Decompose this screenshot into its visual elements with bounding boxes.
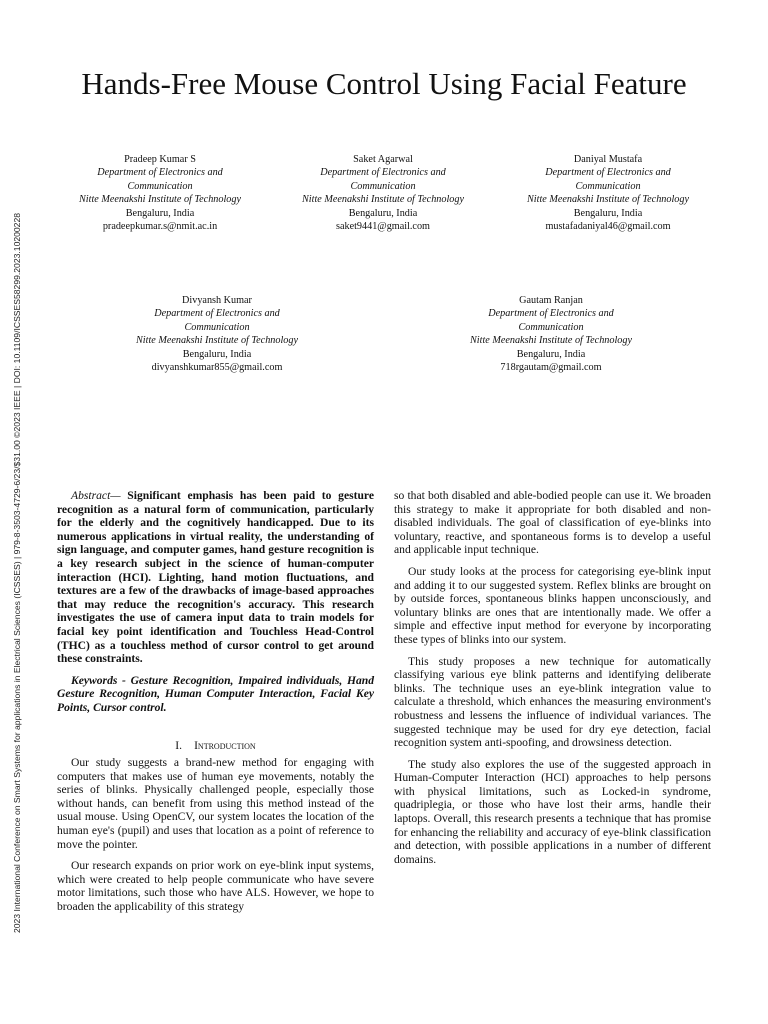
author-email: mustafadaniyal46@gmail.com xyxy=(545,221,671,233)
author-location: Bengaluru, India xyxy=(125,207,195,219)
author-department-cont: Communication xyxy=(184,321,250,333)
author-email: saket9441@gmail.com xyxy=(336,221,430,233)
section-number: I. xyxy=(175,738,183,752)
author-department: Department of Electronics and xyxy=(488,308,614,320)
keywords xyxy=(57,674,374,715)
author-department-cont: Communication xyxy=(350,180,416,192)
doi-sidebar-text: 2023 International Conference on Smart Systems for applications in Electrical Sciences (ICSSES) | 979-8-3503-4729-6/23/$31.00 ©2023 IEEE | DOI: 10.1109/ICSSES58299.2023.10200228 xyxy=(12,212,22,934)
author-department: Department of Electronics and xyxy=(320,167,446,179)
author-block xyxy=(50,153,270,233)
author-email: 718rgautam@gmail.com xyxy=(500,362,602,374)
author-block xyxy=(273,153,493,233)
author-name: Saket Agarwal xyxy=(353,154,413,165)
author-name: Divyansh Kumar xyxy=(182,295,252,306)
author-institution: Nitte Meenakshi Institute of Technology xyxy=(135,335,299,347)
author-location: Bengaluru, India xyxy=(516,348,586,360)
author-department-cont: Communication xyxy=(127,180,193,192)
author-department: Department of Electronics and xyxy=(545,167,671,179)
body-paragraph: Our study looks at the process for categorising eye-blink input and adding it to our suggested system. Reflex blinks are brought on by outside forces, spontaneous blinks happen unconsciously, and voluntary blinks are ones that are intentionally made. We offer a simple and effective input method for everyone by incorporating these types of blinks into our system. xyxy=(394,564,711,646)
keywords-lead: Keywords - xyxy=(71,673,126,687)
author-location: Bengaluru, India xyxy=(573,207,643,219)
section-title: Introduction xyxy=(194,738,256,752)
body-paragraph: Our study suggests a brand-new method for engaging with computers that makes use of human eye movements, notably the series of blinks. Physically challenged people, especially those without hands, can benefit from using this method instead of the usual mouse. Using OpenCV, our system locates the location of the human eye's (pupil) and uses that location as a point of reference to move the pointer. xyxy=(57,756,374,851)
section-heading xyxy=(57,739,374,753)
left-column xyxy=(57,489,374,914)
author-institution: Nitte Meenakshi Institute of Technology xyxy=(78,194,242,206)
abstract xyxy=(57,489,374,666)
body-paragraph: This study proposes a new technique for automatically classifying various eye blink patterns and identifying deliberate blinks. The technique uses an eye-blink integration value to calculate a threshold, which enhances the measuring environment's robustness and lessens the influence of individual variances. The suggested technique may be used for dry eye detection, facial recognition system anti-spoofing, and drowsiness detection. xyxy=(394,654,711,750)
author-department-cont: Communication xyxy=(518,321,584,333)
keywords-text: Gesture Recognition, Impaired individuals, Hand Gesture Recognition, Human Computer Interaction, Facial Key Points, Cursor control. xyxy=(57,673,375,714)
abstract-lead: Abstract— xyxy=(71,489,121,502)
paper-title: Hands-Free Mouse Control Using Facial Feature xyxy=(81,66,687,101)
body-paragraph: The study also explores the use of the suggested approach in Human-Computer Interaction (HCI) approaches to help persons with physical limitations, such as Locked-in syndrome, quadriplegia, or those who have lost their arms, handle their laptops. Overall, this research presents a technique that has promise for enhancing the reliability and accuracy of eye-blink classification and detection, with possible applications in a number of different domains. xyxy=(394,757,711,866)
author-institution: Nitte Meenakshi Institute of Technology xyxy=(469,335,633,347)
author-block xyxy=(441,294,661,374)
author-name: Pradeep Kumar S xyxy=(124,154,196,165)
author-name: Gautam Ranjan xyxy=(519,295,583,306)
author-email: divyanshkumar855@gmail.com xyxy=(151,362,283,374)
body-paragraph: so that both disabled and able-bodied people can use it. We broaden this strategy to make it appropriate for both disabled and non-disabled individuals. The goal of classification of eye-blinks into voluntary, reactive, and spontaneous forms is to develop a useful and applicable input technique. xyxy=(394,489,711,557)
author-department: Department of Electronics and xyxy=(97,167,223,179)
body-paragraph: Our research expands on prior work on eye-blink input systems, which were created to help people communicate who have severe motor limitations, such those who have ALS. However, we hope to broaden the applicability of this strategy xyxy=(57,859,374,914)
author-department-cont: Communication xyxy=(575,180,641,192)
right-column xyxy=(394,489,711,866)
author-name: Daniyal Mustafa xyxy=(573,154,643,165)
author-email: pradeepkumar.s@nmit.ac.in xyxy=(102,221,218,233)
author-block xyxy=(498,153,718,233)
author-department: Department of Electronics and xyxy=(154,308,280,320)
author-institution: Nitte Meenakshi Institute of Technology xyxy=(301,194,465,206)
abstract-text: Significant emphasis has been paid to gesture recognition as a natural form of communication, particularly for the elderly and the cognitively handicapped. Due to its numerous applications in virtual reality, the understanding of sign language, and computer games, hand gesture recognition is a key research subject in the science of human-computer interaction (HCI). Lighting, hand motion fluctuations, and textures are a few of the drawbacks of image-based approaches that may reduce the recognition's accuracy. This research investigates the use of camera input data to train models for facial key point identification and Touchless Head-Control (THC) as a touchless method of cursor control to get around these constraints. xyxy=(57,489,374,666)
author-institution: Nitte Meenakshi Institute of Technology xyxy=(526,194,690,206)
author-location: Bengaluru, India xyxy=(348,207,418,219)
author-location: Bengaluru, India xyxy=(182,348,252,360)
author-block xyxy=(107,294,327,374)
doi-sidebar xyxy=(10,168,24,978)
